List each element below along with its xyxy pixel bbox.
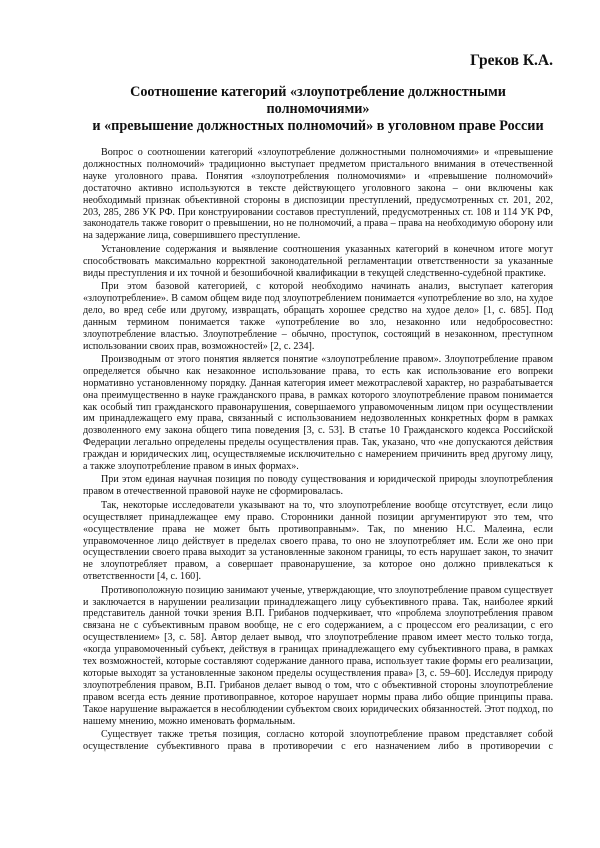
article-title <box>83 84 553 135</box>
paragraph: Противоположную позицию занимают ученые, утверждающие, что злоупотребление правом существует и заключается в нарушении реализации принадлежащего лицу субъективного права. Так, наиболее яркий представитель данной точки зрения В.П. Грибанов подчеркивает, что «проблема злоупотребления правом связана не с субъективным правом вообще, не с его содержанием, а с процессом его реализации, с его осуществлением» [3, с. 58]. Автор делает вывод, что злоупотребление правом имеет место только тогда, «когда управомоченный субъект, действуя в границах принадлежащего ему субъективного права, в рамках тех возможностей, которые составляют содержание данного права, использует такие формы его реализации, которые выходят за установленные законом пределы осуществления права» [3, с. 59–60]. Исследуя природу злоупотребления правом, В.П. Грибанов делает вывод о том, что с объективной стороны злоупотребление правом всегда есть деяние противоправное, которое нарушает нормы права либо общие принципы права. Такое нарушение выражается в несоблюдении субъектом своих юридических обязанностей. Этот подход, по нашему мнению, можно именовать формальным. <box>83 584 553 727</box>
article-body <box>83 147 553 753</box>
paragraph: При этом единая научная позиция по поводу существования и юридической природы злоупотребления правом в отечественной правовой науке не сформировалась. <box>83 474 553 498</box>
paragraph: Производным от этого понятия является понятие «злоупотребление правом». Злоупотребление правом определяется обычно как незаконное использование права, то есть как использование его вопреки нормативно установленному порядку. Данная категория имеет межотраслевой характер, но разрабатывается она преимущественно в науке гражданского права, в рамках которого злоупотребление правом понимается как особый тип гражданского правонарушения, совершаемого управомоченным лицом при осуществлении им принадлежащего ему права, связанный с использованием недозволенных конкретных форм в рамках дозволенного ему закона общего типа поведения [3, с. 53]. В статье 10 Гражданского кодекса Российской Федерации легально определены пределы осуществления прав. Так, указано, что «не допускаются действия граждан и юридических лиц, осуществляемые исключительно с намерением причинить вред другому лицу, а также злоупотребление правом в иных формах». <box>83 353 553 473</box>
paragraph: Вопрос о соотношении категорий «злоупотребление должностными полномочиями» и «превышение должностных полномочий» традиционно выступает предметом пристального внимания в отечественной науке уголовного права. Понятия «злоупотребления полномочиями» и «превышение полномочий» достаточно активно используются в тексте действующего уголовного закона – они включены как необходимый признак объективной стороны в диспозиции преступлений, предусмотренных ст. 201, 202, 203, 285, 286 УК РФ. При конструировании составов преступлений, предусмотренных ст. 108 и 114 УК РФ, законодатель также говорит о превышении, но не полномочий, а права – права на необходимую оборону или на задержание лица, совершившего преступление. <box>83 147 553 242</box>
title-line: Соотношение категорий «злоупотребление должностными полномочиями» <box>130 84 506 117</box>
paragraph: Существует также третья позиция, согласно которой злоупотребление правом представляет собой осуществление субъективного права в противоречии с его назначением либо в противоречии с <box>83 729 553 752</box>
paragraph: При этом базовой категорией, с которой необходимо начинать анализ, выступает категория «злоупотребление». В самом общем виде под злоупотреблением понимается «употребление во зло, на худое дело, во вред себе или другому, извращать, обращать хорошее средство на худое дело» [1, с. 685]. Под данным термином понимается также «употребление во зло, незаконно или недобросовестно: злоупотребление властью. Злоупотребление – обычно, проступок, состоящий в незаконном, преступном использовании своих прав, возможностей» [2, с. 234]. <box>83 280 553 352</box>
title-line: и «превышение должностных полномочий» в уголовном праве России <box>92 118 544 134</box>
paragraph: Так, некоторые исследователи указывают на то, что злоупотребление вообще отсутствует, если лицо осуществляет принадлежащее ему право. Сторонники данной позиции аргументируют это тем, что «осуществление права не может быть противоправным». Так, по мнению Н.С. Малеина, если управомоченное лицо действует в пределах своего права, то оно не злоупотребляет им. Если же оно при осуществлении своего права выходит за установленные законом границы, то есть нарушает закон, то значит не злоупотребляет правом, а совершает правонарушение, за которое оно должно привлекаться к ответственности [4, с. 160]. <box>83 499 553 583</box>
paragraph: Установление содержания и выявление соотношения указанных категорий в конечном итоге могут способствовать максимально корректной законодательной регламентации ответственности за указанные виды преступления и их точной и безошибочной квалификации в текущей следственно-судебной практике. <box>83 243 553 279</box>
author-name: Греков К.А. <box>470 52 553 69</box>
